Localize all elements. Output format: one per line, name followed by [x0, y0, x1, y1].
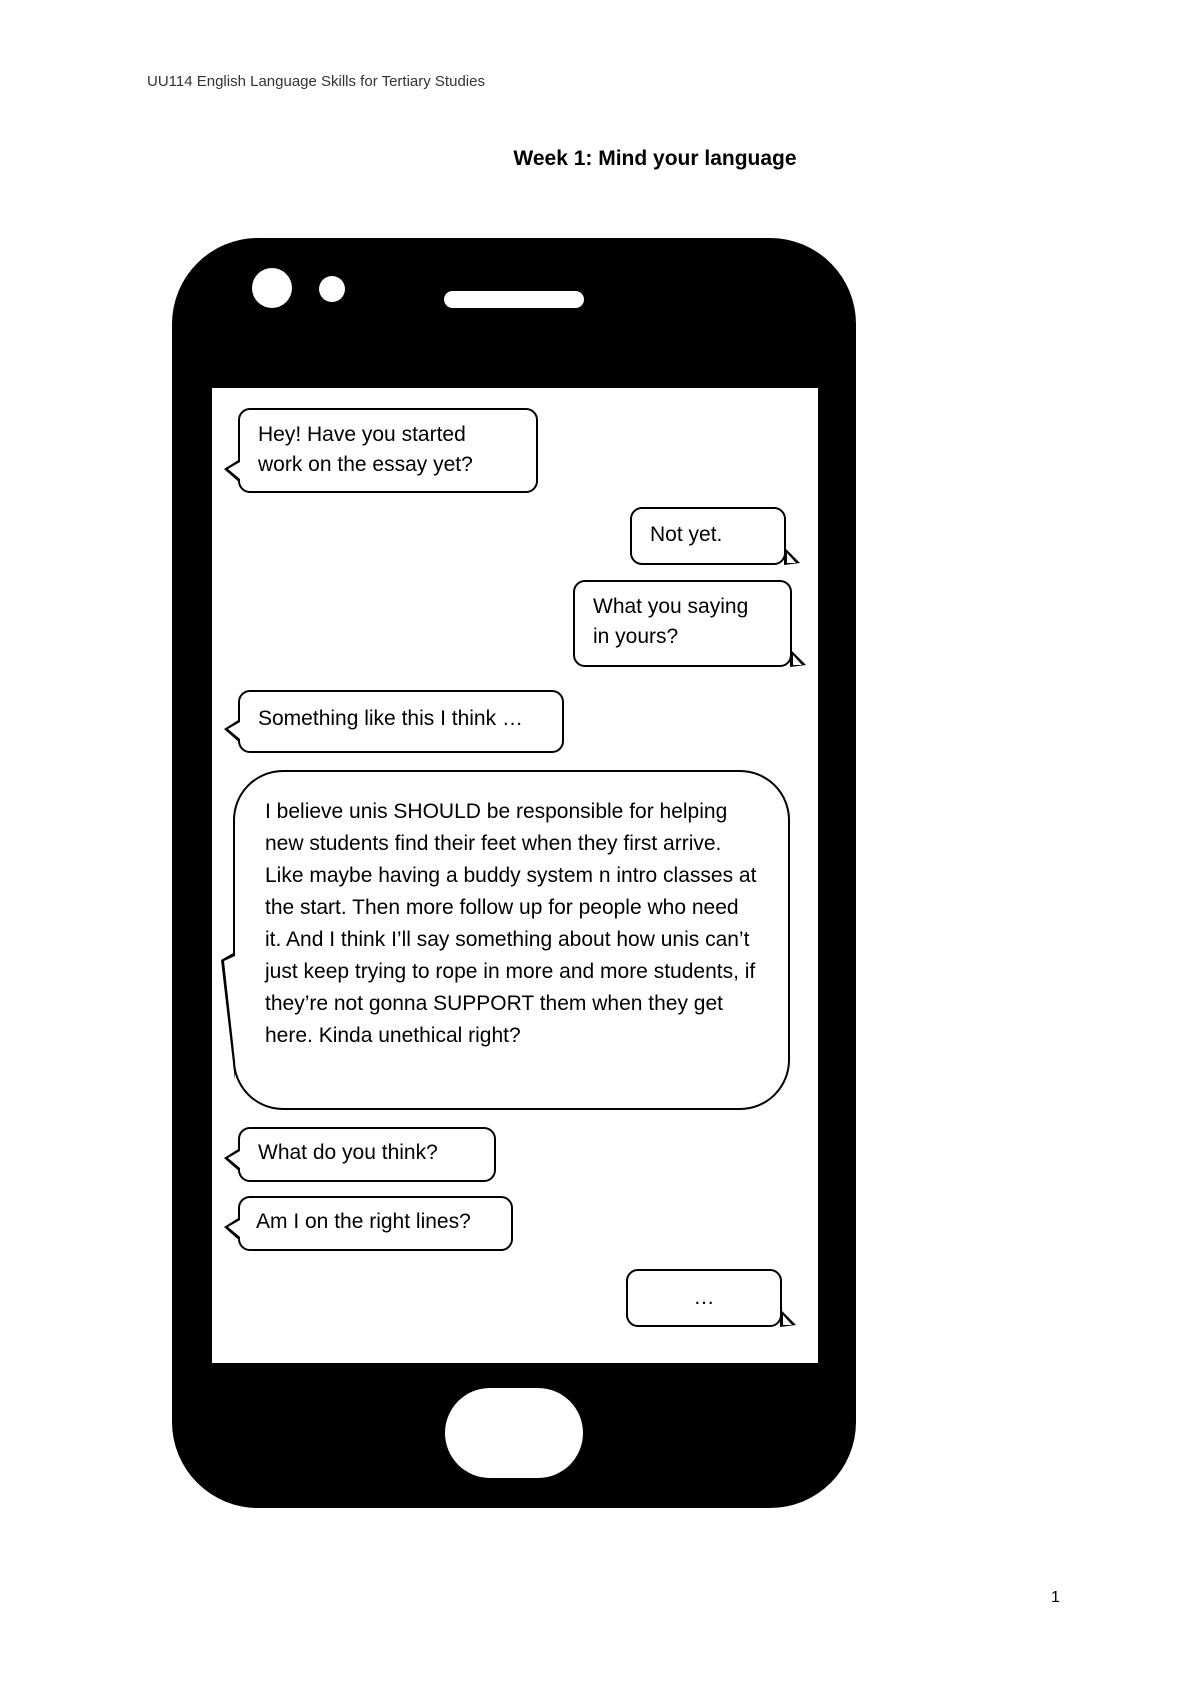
chat-message-text: What do you think?	[258, 1141, 438, 1164]
page-title: Week 1: Mind your language	[513, 147, 797, 170]
chat-message-text: What you saying in yours?	[593, 595, 749, 648]
bubble-tail	[224, 459, 240, 483]
chat-message-text: Am I on the right lines?	[256, 1210, 471, 1233]
bubble-tail	[224, 719, 240, 743]
bubble-tail	[221, 952, 235, 1080]
phone-sensor-icon	[319, 276, 345, 302]
bubble-tail	[784, 547, 800, 565]
chat-bubble-incoming	[238, 1196, 513, 1251]
chat-message-text: I believe unis SHOULD be responsible for helping new students find their feet when they first arrive. Like maybe having a buddy system n intro classes at the start. Then more follow up for people who need it. And I think I’ll say something about how unis can’t just keep trying to rope in more and more students, if they’re not gonna SUPPORT them when they get here. Kinda unethical right?	[265, 800, 757, 1047]
chat-message-text: Something like this I think …	[258, 707, 523, 730]
page-number: 1	[1051, 1589, 1060, 1606]
phone-speaker-icon	[444, 291, 584, 308]
bubble-tail	[790, 649, 806, 667]
chat-bubble-outgoing	[630, 507, 786, 565]
chat-screen	[212, 388, 818, 1363]
document-header: UU114 English Language Skills for Tertiary Studies	[147, 73, 485, 90]
bubble-tail	[224, 1217, 240, 1241]
chat-bubble-outgoing	[573, 580, 792, 667]
phone-illustration	[172, 238, 856, 1508]
chat-bubble-incoming	[238, 1127, 496, 1182]
bubble-tail	[780, 1309, 796, 1327]
chat-bubble-long-message	[233, 770, 790, 1110]
chat-bubble-outgoing	[626, 1269, 782, 1327]
chat-message-text: Not yet.	[650, 523, 723, 546]
chat-bubble-incoming	[238, 408, 538, 493]
chat-message-text: Hey! Have you started work on the essay yet?	[258, 423, 473, 476]
phone-home-button-icon	[445, 1388, 583, 1478]
bubble-tail	[224, 1148, 240, 1172]
chat-bubble-incoming	[238, 690, 564, 753]
chat-message-text: …	[693, 1286, 715, 1309]
phone-camera-icon	[252, 268, 292, 308]
